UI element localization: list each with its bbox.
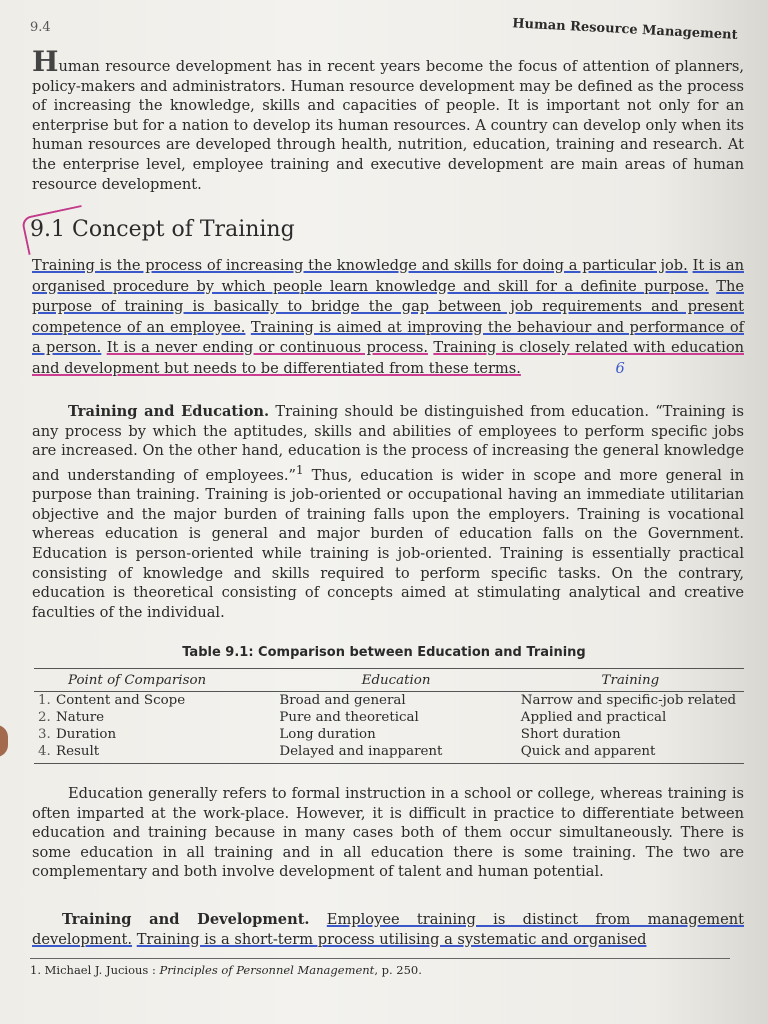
running-title: Human Resource Management (512, 16, 739, 43)
footnote-ref: 1 (295, 462, 304, 477)
row-training: Applied and practical (520, 710, 667, 725)
training-development-text-b: Training is a short-term process utilising a systematic and organised (136, 930, 647, 948)
comparison-table (34, 668, 744, 764)
row-point: Duration (56, 727, 117, 742)
row-point: Result (56, 744, 100, 759)
margin-note: 6 (615, 359, 625, 377)
table-row (34, 692, 744, 710)
row-point: Nature (56, 710, 105, 725)
row-point: Content and Scope (56, 693, 186, 708)
section-number: 9.1 (30, 217, 65, 242)
row-index: 4. (38, 744, 51, 759)
training-development-text-a: Employee training is distinct from management development. (32, 911, 744, 948)
table-header-row (34, 669, 744, 692)
definition-paragraph (32, 256, 744, 379)
row-training: Narrow and specific-job related (520, 693, 737, 708)
row-education: Long duration (279, 727, 376, 742)
pen-mark-icon (21, 205, 90, 255)
table-row (34, 743, 744, 764)
training-education-text: Training should be distinguished from education. “Training is any process by which the aptitudes, skills and abilities of employees to perform specific jobs are increased. On the other hand, education is the process of increasing the general knowledge and understanding of employees.” (32, 403, 744, 484)
after-table-paragraph (32, 784, 744, 882)
definition-sentence-1: Training is the process of increasing the knowledge and skills for doing a particular job. (32, 257, 688, 274)
footnote (30, 958, 730, 977)
thumb-edge (0, 725, 8, 757)
page-number: 9.4 (30, 20, 51, 35)
section-heading (30, 217, 295, 242)
after-table-text: Education generally refers to formal instruction in a school or college, whereas training is often imparted at the work-place. However, it is difficult in practice to differentiate between education and training because in many cases both of them occur simultaneously. There is some education in all training and in all education there is some training. The two are complementary and both involve development of talent and human potential. (32, 785, 744, 881)
table-caption: Table 9.1: Comparison between Education and Training (182, 645, 586, 660)
row-education: Broad and general (279, 693, 406, 708)
definition-sentence-2: It is an organised procedure by which people learn knowledge and skill for a definite purpose. (32, 257, 744, 295)
footnote-page: , p. 250. (374, 963, 422, 977)
footnote-work: Principles of Personnel Management (159, 963, 375, 977)
definition-sentence-5: It is a never ending or continuous process. (106, 339, 428, 356)
training-education-paragraph (32, 402, 744, 622)
training-development-paragraph (32, 910, 744, 949)
intro-text: uman resource development has in recent years become the focus of attention of planners, policy-makers and administrators. Human resource development may be defined as the process of increasing the knowledge, skills and capacities of people. It is important not only for an enterprise but for a nation to develop its human resources. A country can develop only when its human resources are developed through health, nutrition, education, training and research. At the enterprise level, employee training and executive development are main areas of human resource development. (32, 58, 744, 193)
definition-sentence-6: Training is closely related with education and development but needs to be differentiated from these terms. (32, 339, 745, 377)
row-index: 2. (38, 710, 51, 725)
drop-cap: H (32, 45, 59, 78)
footnote-author: Michael J. Jucious : (44, 963, 156, 977)
header-education: Education (275, 669, 516, 692)
row-education: Pure and theoretical (279, 710, 419, 725)
definition-sentence-3: The purpose of training is basically to bridge the gap between job requirements and present competence of an employee. (32, 277, 744, 336)
header-training: Training (517, 669, 744, 692)
training-development-lead: Training and Development. (62, 911, 310, 928)
row-training: Short duration (520, 727, 621, 742)
header-point: Point of Comparison (34, 669, 275, 692)
table-row (34, 709, 744, 726)
row-index: 3. (38, 727, 51, 742)
intro-paragraph (32, 45, 744, 194)
page-header (30, 16, 739, 50)
row-index: 1. (38, 693, 51, 708)
training-education-lead: Training and Education. (68, 403, 270, 420)
row-training: Quick and apparent (517, 743, 744, 764)
table-row (34, 726, 744, 743)
definition-sentence-4: Training is aimed at improving the behaviour and performance of a person. (32, 318, 745, 356)
row-education: Delayed and inapparent (275, 743, 516, 764)
section-title-text: Concept of Training (72, 217, 295, 242)
footnote-marker: 1. (30, 963, 41, 977)
training-education-text-2: Thus, education is wider in scope and more general in purpose than training. Training is job-oriented or occupational having an immediate utilitarian objective and the major burden of training falls upon the employers. Training is vocational whereas education is general and major burden of education falls on the Government. Education is person-oriented while training is job-oriented. Training is essentially practical consisting of knowledge and skills required to perform specific tasks. On the contrary, education is theoretical consisting of concepts aimed at stimulating analytical and creative faculties of the individual. (32, 466, 744, 621)
